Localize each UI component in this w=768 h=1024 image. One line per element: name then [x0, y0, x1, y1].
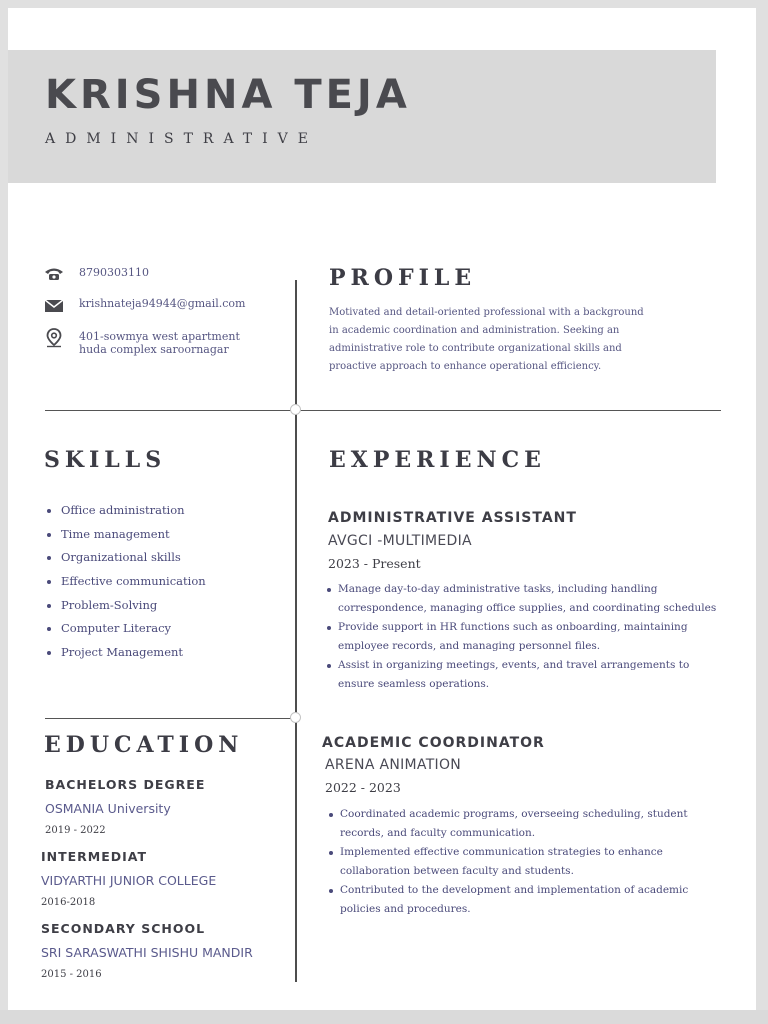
postal-address: 401-sowmya west apartment huda complex saroornagar	[79, 330, 240, 356]
phone-number: 8790303110	[79, 266, 149, 279]
location-pin-icon	[44, 328, 64, 348]
skills-list	[44, 500, 206, 666]
job-title: ADMINISTRATIVE ASSISTANT	[328, 510, 577, 526]
job-duty: Manage day-to-day administrative tasks, including handling correspondence, managing office supplies, and coordinating schedules	[326, 580, 726, 618]
page-frame-top	[0, 0, 768, 8]
skills-heading: SKILLS	[44, 447, 167, 473]
candidate-name: KRISHNA TEJA	[45, 72, 411, 118]
contact-address	[44, 328, 269, 356]
job-duty: Contributed to the development and implementation of academic policies and procedures.	[328, 881, 708, 919]
edu-degree: INTERMEDIAT	[41, 849, 148, 864]
section-divider-bottom	[45, 718, 296, 719]
page-frame-left	[0, 0, 8, 1024]
divider-node-bottom	[290, 712, 301, 723]
job-duty: Provide support in HR functions such as onboarding, maintaining employee records, and managing personnel files.	[326, 618, 726, 656]
mail-icon	[44, 297, 64, 315]
experience-heading: EXPERIENCE	[329, 447, 546, 473]
job-duty: Implemented effective communication strategies to enhance collaboration between faculty and students.	[328, 843, 708, 881]
job-duty: Coordinated academic programs, overseeing scheduling, student records, and faculty communication.	[328, 805, 708, 843]
skill-item: Time management	[44, 524, 206, 548]
edu-years: 2016-2018	[41, 897, 96, 908]
job-company: AVGCI -MULTIMEDIA	[328, 533, 472, 549]
section-divider-top	[45, 410, 721, 411]
page-frame-bottom	[0, 1010, 768, 1024]
job-period: 2022 - 2023	[325, 780, 401, 795]
job-duties-list	[326, 580, 726, 694]
job-period: 2023 - Present	[328, 556, 421, 571]
column-divider	[295, 280, 297, 982]
job-company: ARENA ANIMATION	[325, 757, 462, 773]
email-address[interactable]: krishnateja94944@gmail.com	[79, 297, 246, 310]
edu-years: 2015 - 2016	[41, 969, 102, 980]
job-duty: Assist in organizing meetings, events, and travel arrangements to ensure seamless operations.	[326, 656, 726, 694]
edu-school: VIDYARTHI JUNIOR COLLEGE	[41, 873, 217, 888]
skill-item: Project Management	[44, 642, 206, 666]
job-duties-list	[328, 805, 708, 919]
skill-item: Organizational skills	[44, 547, 206, 571]
job-title: ACADEMIC COORDINATOR	[322, 735, 545, 751]
contact-phone	[44, 266, 149, 284]
divider-node-top	[290, 404, 301, 415]
candidate-role: ADMINISTRATIVE	[45, 131, 318, 147]
contact-email	[44, 297, 245, 315]
phone-icon	[44, 266, 64, 284]
education-heading: EDUCATION	[44, 732, 244, 758]
edu-degree: BACHELORS DEGREE	[45, 777, 206, 792]
profile-heading: PROFILE	[329, 265, 477, 291]
skill-item: Office administration	[44, 500, 206, 524]
skill-item: Effective communication	[44, 571, 206, 595]
page-frame-right	[756, 0, 768, 1024]
edu-school: OSMANIA University	[45, 801, 171, 816]
edu-degree: SECONDARY SCHOOL	[41, 921, 206, 936]
skill-item: Problem-Solving	[44, 595, 206, 619]
skill-item: Computer Literacy	[44, 618, 206, 642]
edu-years: 2019 - 2022	[45, 825, 106, 836]
profile-summary: Motivated and detail-oriented professional with a background in academic coordination and administration. Seeking an administrative role to contribute organizational skills and proactive approach to enhance operational efficiency.	[329, 307, 644, 372]
edu-school: SRI SARASWATHI SHISHU MANDIR	[41, 945, 253, 960]
